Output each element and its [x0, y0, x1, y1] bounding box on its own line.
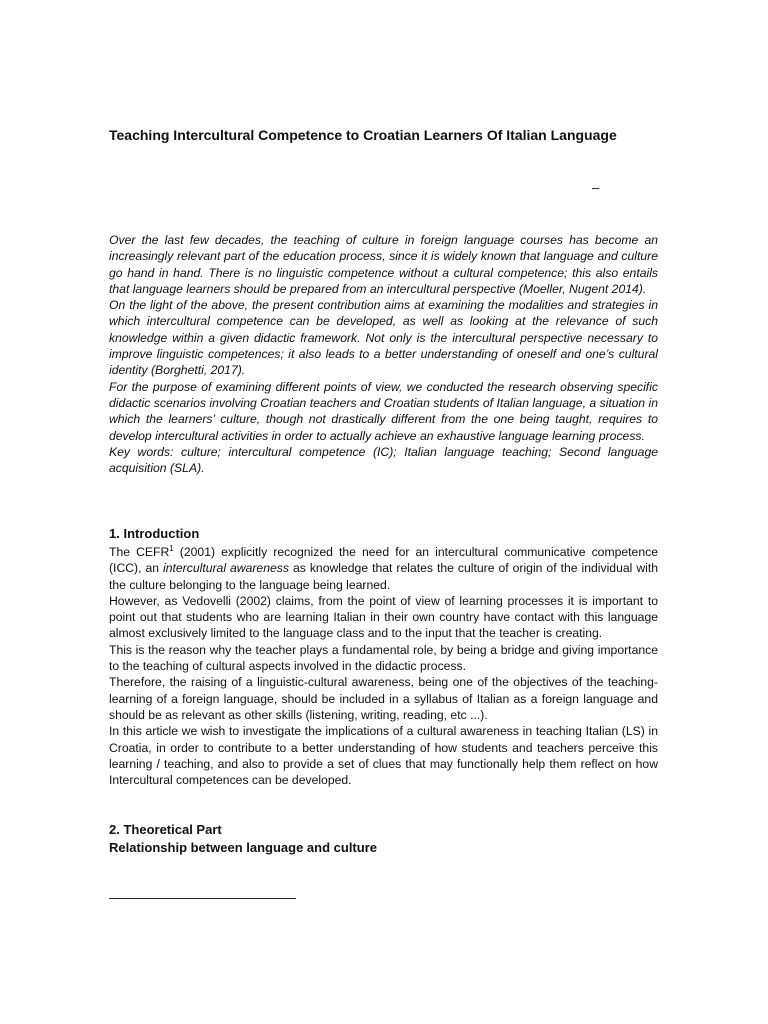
intro-paragraph-4: Therefore, the raising of a linguistic-cultural awareness, being one of the objectives of the teaching-learning of a foreign language, should be included in a syllabus of Italian as a foreign language and should be as relevant as other skills (listening, writing, reading, etc ...). — [109, 675, 658, 722]
intro-paragraph-5: In this article we wish to investigate the implications of a cultural awareness in teaching Italian (LS) in Croatia, in order to contribute to a better understanding of how students and teachers perceive this learning / teaching, and also to provide a set of clues that may functionally help them reflect on how Intercultural competences can be developed. — [109, 724, 658, 788]
keywords: Key words: culture; intercultural competence (IC); Italian language teaching; Second language acquisition (SLA). — [109, 444, 658, 476]
intro-paragraph-3: This is the reason why the teacher plays a fundamental role, by being a bridge and giving importance to the teaching of cultural aspects involved in the didactic process. — [109, 642, 658, 674]
intro-p1-a: The CEFR — [109, 545, 170, 559]
intro-p1-b: (2001) explicitly recognized the need for an intercultural communicative competence (ICC), an — [109, 545, 658, 576]
intro-paragraph-1 — [109, 544, 658, 593]
subsection-heading: Relationship between language and culture — [109, 840, 377, 855]
section-heading-introduction: 1. Introduction — [109, 526, 200, 541]
abstract-paragraph-2: On the light of the above, the present contribution aims at examining the modalities and strategies in which intercultural competence can be developed, as well as looking at the relevance of such knowledge within a given didactic framework. Not only is the intercultural perspective necessary to improve linguistic competences; it also leads to a better understanding of oneself and one’s cultural identity (Borghetti, 2017). — [109, 298, 658, 378]
abstract-paragraph-3: For the purpose of examining different points of view, we conducted the research observing specific didactic scenarios involving Croatian teachers and Croatian students of Italian language, a situation in which the learners’ culture, though not drastically different from the one being taught, requires to develop intercultural activities in order to actually achieve an exhaustive language learning process. — [109, 379, 658, 443]
footnote-separator — [109, 898, 296, 899]
author-dash: – — [592, 180, 600, 195]
intro-p1-emphasis: intercultural awareness — [163, 561, 289, 576]
intro-paragraph-2: However, as Vedovelli (2002) claims, from the point of view of learning processes it is important to point out that students who are learning Italian in their own country have contact with this language almost exclusively limited to the language class and to the input that the teacher is creating. — [109, 593, 658, 641]
abstract-paragraph-1: Over the last few decades, the teaching of culture in foreign language courses has become an increasingly relevant part of the education process, since it is widely known that language and culture go hand in hand. There is no linguistic competence without a cultural competence; this also entails that language learners should be prepared from an intercultural perspective (Moeller, Nugent 2014). — [109, 233, 658, 296]
abstract — [109, 232, 658, 476]
footnote-marker: 1 — [169, 543, 174, 553]
section-heading-theoretical-part: 2. Theoretical Part — [109, 822, 222, 837]
intro-p1-c: as knowledge that relates the culture of origin of the individual with the culture belonging to the language being learned. — [109, 561, 658, 592]
paper-title: Teaching Intercultural Competence to Croatian Learners Of Italian Language — [109, 127, 617, 143]
introduction-body — [109, 544, 658, 788]
